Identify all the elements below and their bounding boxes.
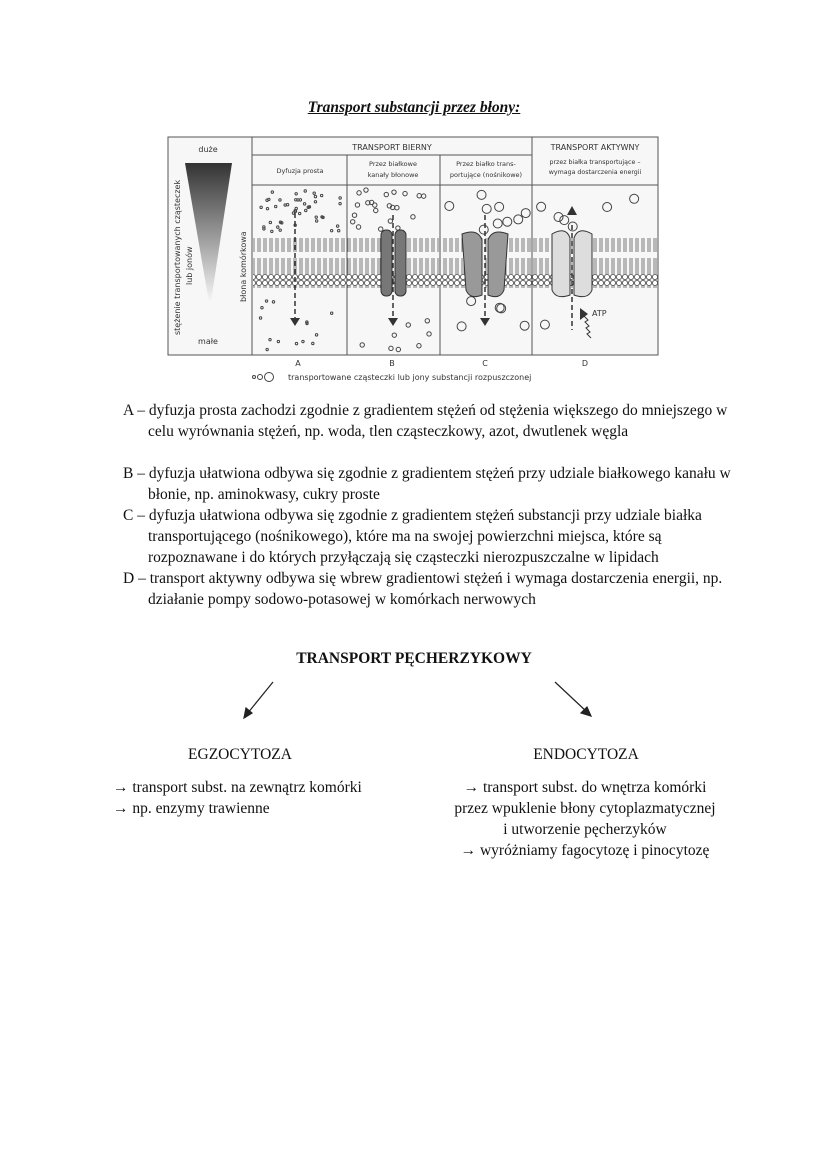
paragraph-a: A – dyfuzja prosta zachodzi zgodnie z gradientem stężeń od stężenia większego do mniejszego w celu wyrównania stężeń, np. woda, tlen cząsteczkowy, azot, dwutlenek węgla [123, 402, 728, 440]
exo-item: → transport subst. na zewnątrz komórki [113, 779, 362, 796]
col-c-header-2: portujące (nośnikowe) [449, 171, 523, 179]
col-a-header: Dyfuzja prosta [276, 167, 324, 175]
endo-item: i utworzenie pęcherzyków [503, 821, 667, 838]
active-sub-2: wymaga dostarczenia energii [548, 169, 642, 176]
gradient-axis-label-2: lub jonów [185, 246, 194, 285]
col-c-header-1: Przez białko trans- [456, 160, 516, 168]
endo-item: → wyróżniamy fagocytozę i pinocytozę [460, 842, 710, 859]
letter-c: C [482, 359, 488, 368]
letter-a: A [295, 359, 301, 368]
endo-item: przez wpuklenie błony cytoplazmatycznej [454, 800, 716, 817]
passive-transport-header: TRANSPORT BIERNY [352, 143, 432, 152]
membrane-label: błona komórkowa [239, 231, 248, 302]
exo-item: → np. enzymy trawienne [113, 800, 270, 817]
vesicular-transport-title: TRANSPORT PĘCHERZYKOWY [296, 650, 532, 667]
endocytosis-title: ENDOCYTOZA [533, 746, 639, 763]
gradient-top-label: duże [198, 145, 218, 154]
paragraph-d: D – transport aktywny odbywa się wbrew gradientowi stężeń i wymaga dostarczenia energii, np. działanie pompy sodowo-potasowej w komórkach nerwowych [123, 570, 723, 608]
paragraph-b: B – dyfuzja ułatwiona odbywa się zgodnie z gradientem stężeń przy udziale białkowego kanału w błonie, np. aminokwasy, cukry proste [123, 465, 731, 503]
endo-item: → transport subst. do wnętrza komórki [463, 779, 707, 796]
gradient-bottom-label: małe [198, 337, 218, 346]
letter-d: D [581, 359, 589, 368]
exocytosis-title: EGZOCYTOZA [188, 746, 292, 763]
col-b-header-2: kanały błonowe [367, 171, 419, 179]
active-sub-1: przez białka transportujące – [549, 159, 641, 166]
atp-label: ATP [592, 309, 607, 318]
letter-b: B [389, 359, 395, 368]
active-transport-header: TRANSPORT AKTYWNY [550, 143, 640, 152]
page-title: Transport substancji przez błony: [307, 99, 521, 116]
gradient-axis-label: stężenie transportowanych cząsteczek [173, 179, 182, 335]
col-b-header-1: Przez białkowe [369, 160, 417, 168]
legend-text: transportowane cząsteczki lub jony substancji rozpuszczonej [288, 373, 532, 382]
paragraph-c: C – dyfuzja ułatwiona odbywa się zgodnie z gradientem stężeń substancji przy udziale białka transportującego (nośnikowego), które ma na swojej powierzchni miejsca, które są rozpoznawane i do których przyłączają się cząsteczki nierozpuszczalne w lipidach [123, 507, 702, 566]
